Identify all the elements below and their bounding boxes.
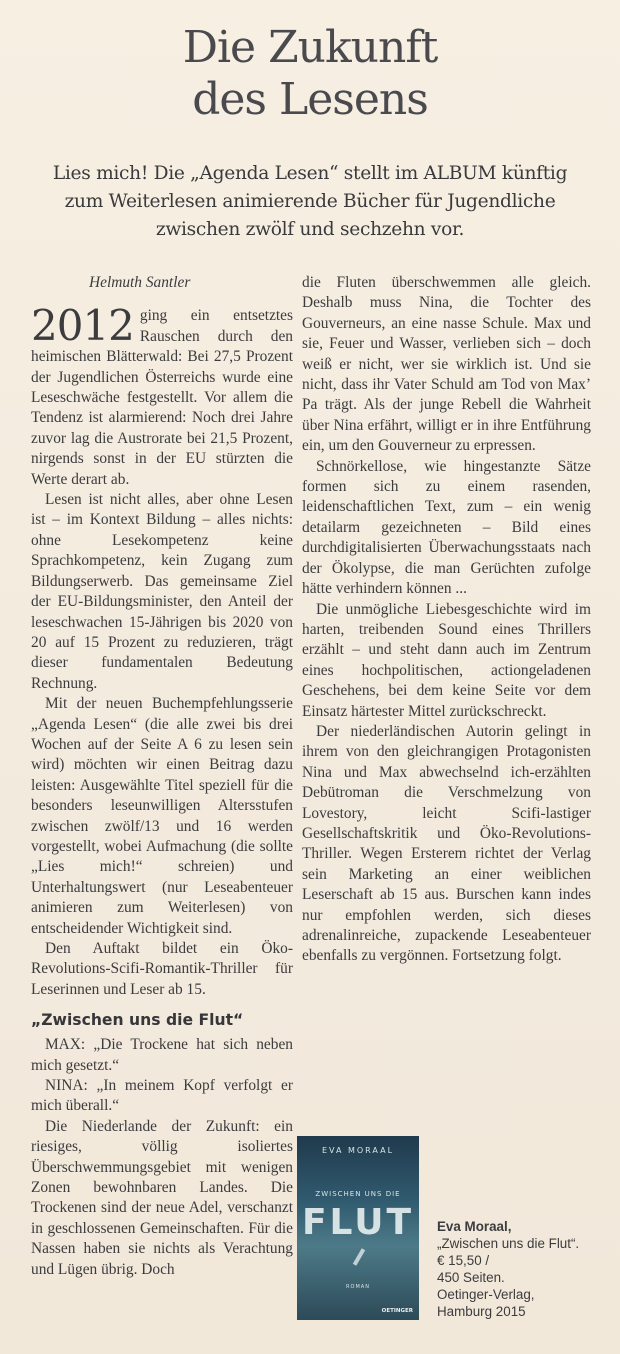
quote-max: MAX: „Die Trockene hat sich neben mich gesetzt.“: [31, 1036, 293, 1074]
paragraph: Der niederländischen Autorin gelingt in ihrem von den gleichrangigen Protagonisten Nina und Max abwechselnd ich-erzählten Debütroman die Verschmelzung von Lovestory, leicht Scifi-lastiger Gesellschaftskritik und Öko-Revolutions-Thriller. Wegen Ersterem richtet der Verlag sein Marketing an einer weiblichen Leserschaft ab 15 aus. Burschen kann indes nur empfohlen werden, sich dieses adrenalinreiche, zupackende Leseabenteuer ebenfalls zu vergönnen. Fortsetzung folgt.: [302, 722, 591, 965]
caption-pages: 450 Seiten.: [437, 1270, 505, 1285]
swimmer-figure-icon: [353, 1248, 365, 1266]
headline-line-1: Die Zukunft: [182, 22, 438, 73]
caption-title: „Zwischen uns die Flut“.: [437, 1236, 580, 1251]
caption-place: Hamburg 2015: [437, 1304, 526, 1319]
book-cover-genre: ROMAN: [346, 1284, 370, 1290]
caption-publisher: Oetinger-Verlag,: [437, 1287, 535, 1302]
caption-author: Eva Moraal,: [437, 1219, 512, 1234]
paragraph-intro: [31, 301, 293, 490]
paragraph: Mit der neuen Buchempfehlungsserie „Agenda Lesen“ (die alle zwei bis drei Wochen auf der Seite A 6 zu lesen sein wird) möchten wir einen Beitrag dazu leisten: Ausgewählte Titel speziell für die besonders leseunwilligen Altersstufen zwischen zwölf/13 und 16 werden vorgestellt, wobei Aufmachung (die sollte „Lies mich!“ schreien) und Unterhaltungswert (nur Leseabenteuer animieren zum Weiterlesen) von entscheidender Wichtigkeit sind.: [31, 695, 293, 937]
headline: [0, 22, 620, 126]
right-column: [302, 273, 591, 967]
caption-price: € 15,50 /: [437, 1253, 490, 1268]
paragraph: Die unmögliche Liebesgeschichte wird im harten, treibenden Sound eines Thrillers erzählt – und steht dann auch im Zentrum eines hochpolitischen, actiongeladenen Geschehens, bei dem keine Seite vor dem Einsatz härtester Mittel zurückschreckt.: [302, 600, 591, 720]
author-byline: Helmuth Santler: [89, 274, 191, 291]
book-cover-author: EVA MORAAL: [321, 1146, 395, 1155]
quote-nina: NINA: „In meinem Kopf verfolgt er mich überall.“: [31, 1077, 293, 1115]
book-cover-publisher: OETINGER: [381, 1308, 413, 1314]
headline-line-2: des Lesens: [192, 74, 428, 125]
subheading: „Zwischen uns die Flut“: [31, 1011, 244, 1030]
book-cover-image: [297, 1136, 419, 1320]
paragraph: Lesen ist nicht alles, aber ohne Lesen ist – im Kontext Bildung – alles nichts: ohne Lesekompetenz keine Sprachkompetenz, kein Zugang zum Bildungserwerb. Das gemeinsame Ziel der EU-Bildungsminister, den Anteil der leseschwachen 15-Jährigen bis 2020 von 20 auf 15 Prozent zu reduzieren, trägt dieser fundamentalen Bedeutung Rechnung.: [31, 491, 293, 692]
drop-cap-year: 2012: [31, 301, 134, 351]
left-column: [31, 273, 293, 1280]
book-cover-title: FLUT: [301, 1202, 415, 1243]
paragraph: die Fluten überschwemmen alle gleich. Deshalb muss Nina, die Tochter des Gouverneurs, an eine nasse Schule. Max und sie, Feuer und Wasser, verlieben sich – doch weiß er nicht, wer sie wirklich ist. Und sie nicht, dass ihr Vater Schuld am Tod von Max’ Pa trägt. Als der junge Rebell die Wahrheit über Nina erfährt, willigt er in ihre Entführung ein, um den Gouverneur zu erpressen.: [302, 274, 591, 455]
book-cover-subtitle: ZWISCHEN UNS DIE: [315, 1190, 401, 1198]
book-caption: [437, 1218, 597, 1320]
lead-text: Lies mich! Die „Agenda Lesen“ stellt im ALBUM künftig zum Weiterlesen animierende Bücher für Jugendliche zwischen zwölf und sechzehn vor.: [52, 163, 568, 240]
paragraph: Schnörkellose, wie hingestanzte Sätze formen sich zu einem rasenden, leidenschaftlichen Text, zum – ein wenig detailarm gezeichneten – Bild eines durchdigitalisierten Überwachungsstaats nach der Ökolypse, die man Gerüchten zufolge hätte verhindern können ...: [302, 457, 591, 598]
paragraph: Die Niederlande der Zukunft: ein riesiges, völlig isoliertes Überschwemmungsgebiet mit wenigen Zonen bewohnbaren Landes. Die Trockenen sind der neue Adel, verschanzt in geschlossenen Gemeinschaften. Für die Nassen haben sie nichts als Verachtung und Lügen übrig. Doch: [31, 1117, 293, 1278]
paragraph: Den Auftakt bildet ein Öko-Revolutions-Scifi-Romantik-Thriller für Leserinnen und Leser ab 15.: [31, 940, 293, 998]
intro-text: ging ein entsetztes Rauschen durch den heimischen Blätterwald: Bei 27,5 Prozent der Jugendlichen Österreichs wurde eine Leseschwäche festgestellt. Vor allem die Tendenz ist alarmierend: Noch drei Jahre zuvor lag die Austrorate bei 21,5 Prozent, nirgends sonst in der EU stürzten die Werte derart ab.: [31, 307, 293, 488]
